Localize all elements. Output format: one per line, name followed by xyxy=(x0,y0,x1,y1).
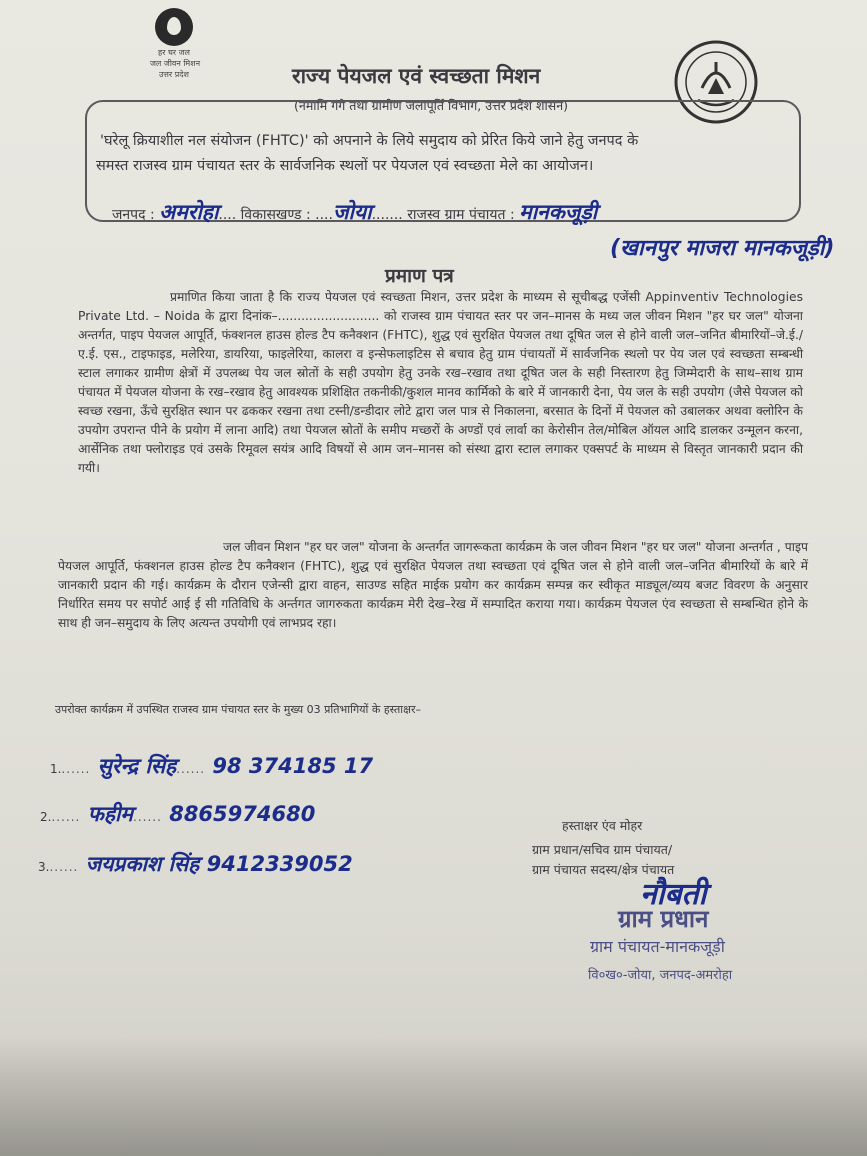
panchayat-value: मानकजूड़ी xyxy=(519,200,598,224)
stamp-title: ग्राम प्रधान xyxy=(618,905,709,933)
participant-number: 2. xyxy=(40,810,52,824)
signatures-intro: उपरोक्त कार्यक्रम में उपस्थित राजस्व ग्राम पंचायत स्तर के मुख्य 03 प्रतिभागियों के हस्ताक्षर– xyxy=(55,703,421,716)
block-label: विकासखण्ड : xyxy=(240,207,311,223)
participant-number: 1. xyxy=(50,762,62,776)
stamp-line-2: वि०ख०-जोया, जनपद-अमरोहा xyxy=(588,968,733,983)
logo-caption-1: हर घर जल xyxy=(158,48,190,57)
certificate-paragraph-2: जल जीवन मिशन "हर घर जल" योजना के अन्तर्गत जागरूकता कार्यक्रम के जल जीवन मिशन "हर घर जल" योजना अन्तर्गत , पाइप पेयजल आपूर्ति, फंक्शनल हाउस होल्ड टैप कनैक्शन (FHTC), शुद्ध एवं सुरक्षित पेयजल तथा स्वच्छता एवं दूषित जल से होने वाली जल–जनित बीमारियों के बारे में जानकारी प्रदान की गई। कार्यक्रम के दौरान एजेन्सी द्वारा वाहन, साउण्ड सहित माईक प्रयोग कर कार्यक्रम सम्पन्न कर स्वीकृत माड्यूल/व्यय बजट विवरण के अनुसार निर्धारित समय पर सपोर्ट आई ई सी गतिविधि के अर्न्तगत जागरुकता कार्यक्रम मेरी देख–रेख में सम्पादित कराया गया। कार्यक्रम पेयजल एंव स्वच्छता से सम्बन्धित होने के साथ ही जन–समुदाय के लिए अत्यन्त उपयोगी एवं लाभप्रद रहा। xyxy=(58,540,808,630)
pradhan-signature: नौबती xyxy=(640,877,707,912)
participant-dots: ...... xyxy=(61,762,91,776)
water-drop-icon xyxy=(155,8,193,46)
participant-dots: ...... xyxy=(49,860,79,874)
participant-name: फहीम xyxy=(87,802,133,826)
certificate-paragraph-1: प्रमाणित किया जाता है कि राज्य पेयजल एवं स्वच्छता मिशन, उत्तर प्रदेश के माध्यम से सूचीबद्ध एजेंसी Appinventiv Technologies Private Ltd. – Noida के द्वारा दिनांक–.......................... को राजस्व ग्राम पंचायत स्तर पर जन–मानस के मध्य जल जीवन मिशन "हर घर जल" योजना अन्तर्गत, पाइप पेयजल आपूर्ति, फंक्शनल हाउस होल्ड टैप कनैक्शन (FHTC), शुद्ध एवं सुरक्षित पेयजल तथा दूषित जल से होने वाली जल–जनित बीमारियों–जे.ई./ए.ई. एस., टाइफाइड, मलेरिया, डायरिया, फाइलेरिया, कालरा व इन्सेफलाइटिस से बचाव हेतु ग्राम पंचायतों में सार्वजनिक स्थलो पर पेय जल एवं स्वच्छता सम्बन्धी स्टाल लगाकर ग्रामीण क्षेत्रों में उपलब्ध पेय जल स्रोतों के सही उपयोग हेतु उनके रख–रखाव तथा दूषित जल के सही निस्तारण हेतु जिम्मेदारी के साथ–साथ ग्राम पंचायत में पेयजल योजना के रख–रखाव हेतु आवश्यक प्रशिक्षित तकनीकी/कुशल मानव कार्मिको के बारे में जानकारी देना, पेय जल के सही उपयोग (जैसे पेयजल को स्वच्छ रखना, ऊँचे सुरक्षित स्थान पर ढककर रखना तथा टस्नी/डन्डीदार लोटे द्वारा जल पात्र से निकालना, बरसात के दिनों में पेयजल को उबालकर अथवा क्लोरिन के उपयोग उपरान्त पीने के प्रयोग में लाना आदि) तथा पेयजल स्रोतों के समीप मच्छरों के अण्डों एवं लार्वा का केरोसीन तेल/मोबिल ऑयल आदि डालकर उन्मूलन करना, आर्सेनिक तथा फ्लोराइड एवं उसके रिमूवल सयंत्र आदि विषयों से आम जन–मानस को संस्था द्वारा स्टाल लगाकर एक्सपर्ट के माध्यम से विस्तृत जानकारी प्रदान की गयी। xyxy=(78,290,803,475)
district-value: अमरोहा xyxy=(159,200,219,224)
har-ghar-jal-logo xyxy=(150,8,201,79)
seal-caption-2: ग्राम प्रधान/सचिव ग्राम पंचायत/ xyxy=(532,842,673,857)
participant-phone: 9412339052 xyxy=(206,852,353,876)
logo-caption-3: उत्तर प्रदेश xyxy=(159,70,189,79)
stamp-line-1: ग्राम पंचायत-मानकजूड़ी xyxy=(590,937,725,956)
participant-name: जयप्रकाश सिंह xyxy=(85,852,200,876)
district-label: जनपद : xyxy=(112,207,155,223)
subject-line-2: समस्त राजस्व ग्राम पंचायत स्तर के सार्वजनिक स्थलों पर पेयजल एवं स्वच्छता मेले का आयोजन। xyxy=(96,158,594,174)
participant-dots: ...... xyxy=(51,810,81,824)
subject-line-1: 'घरेलू क्रियाशील नल संयोजन (FHTC)' को अपनाने के लिये समुदाय को प्रेरित किये जाने हेतु जनपद के xyxy=(100,133,639,149)
participant-phone: 98 374185 17 xyxy=(212,754,374,778)
page-title: राज्य पेयजल एवं स्वच्छता मिशन xyxy=(292,64,541,88)
page-subtitle: (नमामि गंगे तथा ग्रामीण जलापूर्ति विभाग, उत्तर प्रदेश शासन) xyxy=(294,98,569,113)
panchayat-label: राजस्व ग्राम पंचायत : xyxy=(407,207,515,223)
block-dots-2: ....... xyxy=(371,207,403,223)
participant-row xyxy=(38,850,353,878)
participant-dots: ...... xyxy=(176,762,206,776)
participant-name: सुरेन्द्र सिंह xyxy=(97,754,177,778)
logo-caption-2: जल जीवन मिशन xyxy=(150,59,201,68)
participant-phone: 8865974680 xyxy=(169,802,316,826)
panchayat-value-2: (खानपुर माजरा मानकजूड़ी) xyxy=(610,236,835,261)
seal-caption-3: ग्राम पंचायत सदस्य/क्षेत्र पंचायत xyxy=(532,862,675,877)
certificate-title: प्रमाण पत्र xyxy=(385,265,454,287)
participant-dots: ...... xyxy=(133,810,162,824)
location-fields xyxy=(112,198,597,226)
block-value: जोया xyxy=(332,200,372,224)
block-dots: .... xyxy=(315,207,333,223)
participant-number: 3. xyxy=(38,860,50,874)
seal-caption-1: हस्ताक्षर एंव मोहर xyxy=(562,818,643,833)
participant-row xyxy=(50,752,373,780)
photo-shadow xyxy=(0,1036,867,1156)
district-dots: .... xyxy=(218,207,237,223)
participant-row xyxy=(40,800,315,828)
